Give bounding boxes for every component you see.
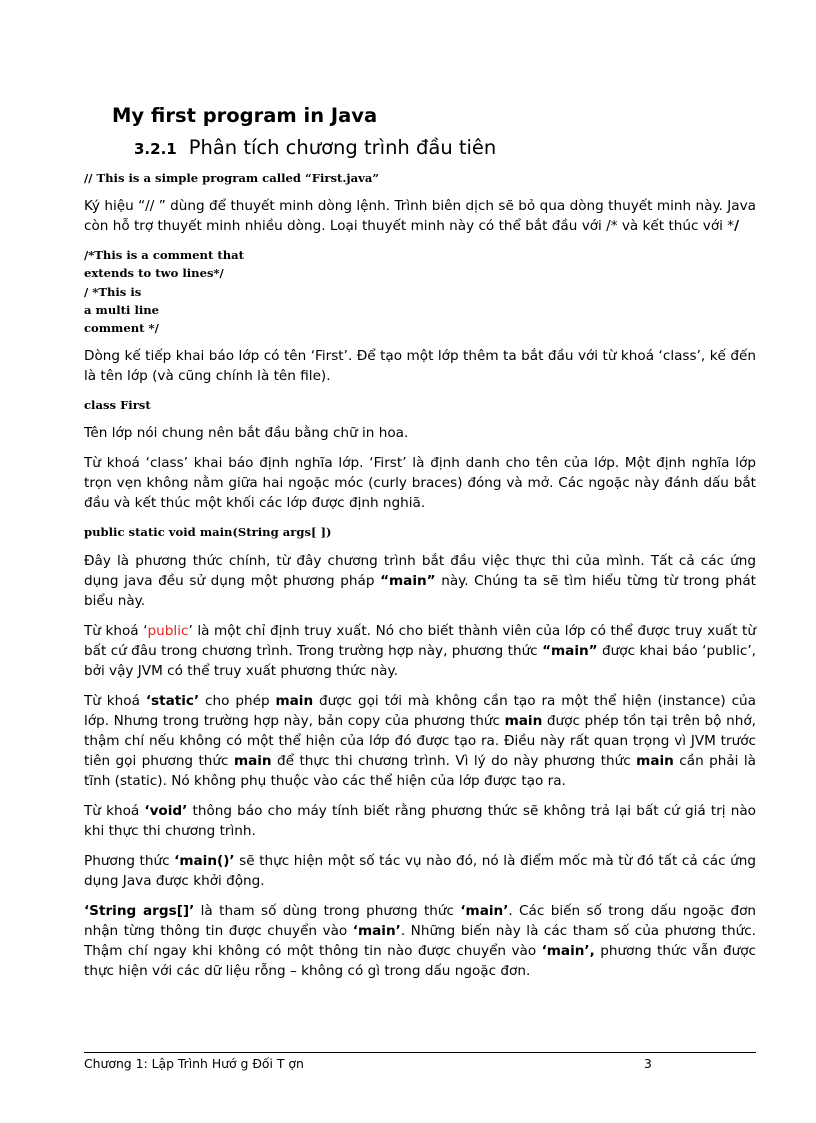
paragraph-string-args: ‘String args[]’ là tham số dùng trong phương thức ‘main’. Các biến số trong dấu ngoặc đơn nhận từng thông tin được chuyển vào ‘main’. Những biến này là các tham số của phương thức. Thậm chí ngay khi không có một thông tin nào được chuyển vào ‘main’, phương thức vẫn được thực hiện với các dữ liệu rỗng – không có gì trong dấu ngoặc đơn. [84, 902, 756, 979]
code-main-signature [84, 523, 756, 541]
paragraph-comment-explanation: Ký hiệu “// ” dùng để thuyết minh dòng lệnh. Trình biên dịch sẽ bỏ qua dòng thuyết minh này. Java còn hỗ trợ thuyết minh nhiều dòng. Loại thuyết minh này có thể bắt đầu với /* và kết thúc với */ [84, 198, 756, 235]
section-title: Phân tích chương trình đầu tiên [188, 136, 497, 159]
code-line: /*This is a comment that [84, 248, 245, 263]
public-keyword: public [147, 622, 189, 639]
code-class-first [84, 396, 756, 414]
code-line: public static void main(String args[ ]) [84, 525, 332, 540]
code-multiline-comment [84, 246, 756, 337]
page-number: 3 [644, 1056, 652, 1071]
paragraph-main-entry: Phương thức ‘main()’ sẽ thực hiện một số tác vụ nào đó, nó là điểm mốc mà từ đó tất cả các ứng dụng Java được khởi động. [84, 852, 756, 889]
paragraph-class-keyword: Từ khoá ‘class’ khai báo định nghĩa lớp. ‘First’ là định danh cho tên của lớp. Một định nghĩa lớp trọn vẹn không nằm giữa hai ngoặc móc (curly braces) đóng và mở. Các ngoặc này đánh dấu bắt đầu và kết thúc một khối các lớp được định nghiã. [84, 455, 756, 512]
body-content [84, 169, 756, 991]
paragraph-main-method: Đây là phương thức chính, từ đây chương trình bắt đầu việc thực thi của mình. Tất cả các ứng dụng java đều sử dụng một phương pháp “main” này. Chúng ta sẽ tìm hiểu từng từ trong phát biểu này. [84, 552, 756, 609]
code-comment-line [84, 169, 756, 187]
paragraph-static-keyword: Từ khoá ‘static’ cho phép main được gọi tới mà không cần tạo ra một thể hiện (instance) của lớp. Nhưng trong trường hợp này, bản copy của phương thức main được phép tồn tại trên bộ nhớ, thậm chí nếu không có một thể hiện của lớp đó được tạo ra. Điều này rất quan trọng vì JVM trước tiên gọi phương thức main để thực thi chương trình. Vì lý do này phương thức main cần phải là tĩnh (static). Nó không phụ thuộc vào các thể hiện của lớp được tạo ra. [84, 692, 757, 789]
code-line: // This is a simple program called “First.java” [84, 171, 380, 185]
footer-chapter: Chương 1: Lập Trình Hướ g Đối T ợn [84, 1056, 304, 1071]
paragraph-void-keyword: Từ khoá ‘void’ thông báo cho máy tính biết rằng phương thức sẽ không trả lại bất cứ giá trị nào khi thực thi chương trình. [84, 802, 756, 839]
paragraph-class-naming: Tên lớp nói chung nên bắt đầu bằng chữ in hoa. [84, 425, 409, 442]
section-heading [134, 136, 496, 159]
section-number: 3.2.1 [134, 140, 177, 158]
code-line: / *This is [84, 284, 142, 299]
paragraph-class-declaration: Dòng kế tiếp khai báo lớp có tên ‘First’. Để tạo một lớp thêm ta bắt đầu với từ khoá ‘class’, kế đến là tên lớp (và cũng chính là tên file). [84, 348, 756, 385]
code-line: a multi line [84, 302, 160, 317]
page-heading: My first program in Java [112, 104, 378, 127]
code-line: comment */ [84, 321, 159, 336]
footer-divider [84, 1052, 756, 1053]
code-line: class First [84, 398, 151, 413]
paragraph-public-keyword: Từ khoá ‘public’ là một chỉ định truy xuất. Nó cho biết thành viên của lớp có thể được truy xuất từ bất cứ đâu trong chương trình. Trong trường hợp này, phương thức “main” được khai báo ‘public’, bởi vậy JVM có thể truy xuất phương thức này. [84, 622, 756, 679]
code-line: extends to two lines*/ [84, 266, 224, 281]
